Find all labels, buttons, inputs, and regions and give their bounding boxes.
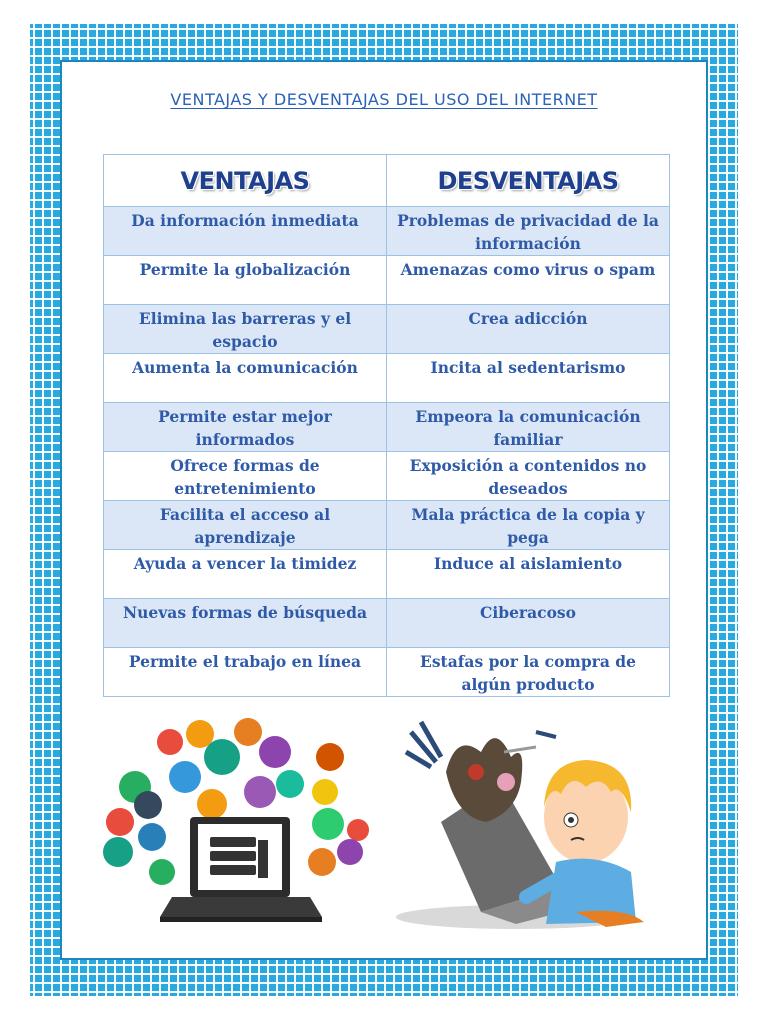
ventaja-cell: Ofrece formas de entretenimiento [104, 452, 387, 501]
claw-icon [406, 722, 441, 767]
table-row [104, 354, 670, 403]
ventaja-cell: Permite estar mejor informados [104, 403, 387, 452]
server-icon [210, 837, 256, 847]
card-icon [308, 848, 336, 876]
desventaja-cell: Mala práctica de la copia y pega [387, 501, 670, 550]
table-row [104, 648, 670, 697]
boy-with-laptop-monsters-illustration [386, 712, 648, 934]
ventaja-cell: Facilita el acceso al aprendizaje [104, 501, 387, 550]
tablet-icon [259, 736, 291, 768]
laptop-keyboard-icon [160, 897, 322, 917]
search-icon [347, 819, 369, 841]
desventaja-cell: Induce al aislamiento [387, 550, 670, 599]
chart-icon [244, 776, 276, 808]
desventaja-cell: Ciberacoso [387, 599, 670, 648]
desventaja-cell: Incita al sedentarismo [387, 354, 670, 403]
app-icon [316, 743, 344, 771]
money-icon [312, 808, 344, 840]
table-row [104, 207, 670, 256]
table-row [104, 403, 670, 452]
search-icon [276, 770, 304, 798]
header-desventajas: DESVENTAJAS [387, 155, 670, 207]
monster-face-icon [497, 773, 515, 791]
sword-icon [504, 747, 536, 752]
ventaja-cell: Da información inmediata [104, 207, 387, 256]
presentation-icon [234, 718, 262, 746]
mouse-icon [149, 859, 175, 885]
desventaja-cell: Crea adicción [387, 305, 670, 354]
table-row [104, 550, 670, 599]
book-icon [103, 837, 133, 867]
ventaja-cell: Permite el trabajo en línea [104, 648, 387, 697]
table-row [104, 256, 670, 305]
desventaja-cell: Exposición a contenidos no deseados [387, 452, 670, 501]
users-icon [204, 739, 240, 775]
table-row [104, 501, 670, 550]
ventaja-cell: Aumenta la comunicación [104, 354, 387, 403]
globe-icon [312, 779, 338, 805]
desventaja-cell: Empeora la comunicación familiar [387, 403, 670, 452]
table-row [104, 305, 670, 354]
app-icon [157, 729, 183, 755]
ventaja-cell: Nuevas formas de búsqueda [104, 599, 387, 648]
laptop-with-app-icons-illustration [100, 712, 370, 934]
screen-icon [138, 823, 166, 851]
chat-icon [197, 789, 227, 819]
comparison-table [103, 154, 670, 697]
ventaja-cell: Permite la globalización [104, 256, 387, 305]
desventaja-cell: Problemas de privacidad de la información [387, 207, 670, 256]
tools-icon [106, 808, 134, 836]
table-row [104, 599, 670, 648]
header-ventajas: VENTAJAS [104, 155, 387, 207]
app-icon [337, 839, 363, 865]
table-header-row [104, 155, 670, 207]
monitor-icon [134, 791, 162, 819]
desventaja-cell: Amenazas como virus o spam [387, 256, 670, 305]
page-title: VENTAJAS Y DESVENTAJAS DEL USO DEL INTERNET [170, 90, 598, 109]
ventaja-cell: Elimina las barreras y el espacio [104, 305, 387, 354]
ventaja-cell: Ayuda a vencer la timidez [104, 550, 387, 599]
chat-icon [169, 761, 201, 793]
desventaja-cell: Estafas por la compra de algún producto [387, 648, 670, 697]
table-row [104, 452, 670, 501]
